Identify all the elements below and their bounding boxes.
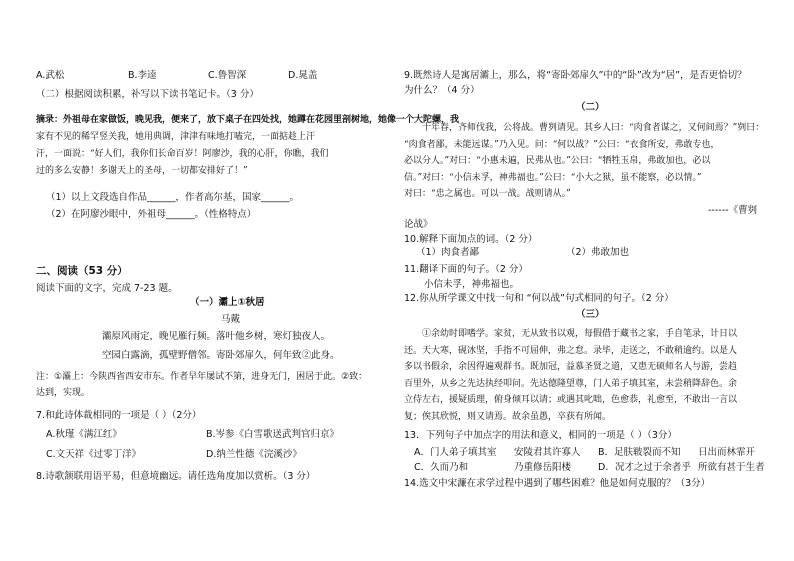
q13-options-row-2 [414,462,765,474]
option-d: D.晁盖 [288,70,318,81]
passage-2-source-cont: 论战》 [404,219,433,230]
q13-option-c: C．久而乃和 [414,462,469,473]
q7-options-row-2 [46,449,302,461]
passage-2 [404,120,764,203]
question-12: 12.你从所学课文中找一句和 “何以战”句式相同的句子。（2 分） [404,293,674,304]
q10-items [416,247,629,259]
passage-3-line: 还。天大寒，砚冰坚，手指不可屈伸，弗之怠。录毕，走送之，不敢稍逾约。以是人 [404,345,738,356]
q10-item-2: （2）弗敢加也 [566,247,630,258]
question-14: 14.选文中宋濂在求学过程中遇到了哪些困难？他是如何克服的？（3分） [404,478,711,489]
question-9-line-2: 为什么？（4 分） [404,85,480,96]
excerpt-line: 家有不见的稀罕竖关我，她用典调，津津有味地打嗑完，一面掂趁上汗 [36,132,316,142]
passage-2-line: 对曰：“忠之属也。可以一战。战则请从。” [404,189,571,199]
passage-3 [404,326,737,425]
q11-sentence: 小信未孚，神弗福也。 [424,279,520,290]
section-2-heading: （二）根据阅读积累，补写以下读书笔记卡。（3 分） [36,89,259,100]
reading-section-heading: 二、阅读（53 分） [36,265,128,277]
q13-option-d: D．况才之过于余者乎 [598,462,691,473]
reading-instructions: 阅读下面的文字，完成 7-23 题。 [36,283,178,294]
passage-3-line: 百里外，从乡之先达执经叩问。先达德隆望尊，门人弟子填其室，未尝稍降辞色。余 [404,378,738,389]
passage-3-line: ①余幼时即嗜学。家贫，无从致书以观，每假借于藏书之家，手自笔录，计日以 [422,329,738,339]
excerpt-line: 摘录：外祖母在家做饭，晚见我，便来了，放下桌子在四处找，她蹲在花园里剖树地，她像一个大陀螺，我 [36,115,460,125]
question-13: 13．下列句子中加点字的用法和意义，相同的一项是（ ）（3分） [404,430,677,441]
question-9-line-1: 9.既然诗人是寓居灞上，那么，将“寄卧郊扉久”中的“卧”改为“居”，是否更恰切？ [404,70,747,81]
poem-notes-line-2: 达到，实现。 [36,388,91,398]
question-7: 7.和此诗体裁相同的一项是（ ）（2分） [36,410,202,421]
q13-option-b-pair: 日出而林霏开 [698,447,756,458]
q13-option-a-pair: 安陵君其许寡人 [514,447,581,458]
section-3-title: （三） [576,309,605,320]
poem-title: （一）灞上①秋居 [190,297,265,308]
q7-option-b: B.岑参《白雪歌送武判官归京》 [206,429,340,440]
q13-option-d-pair: 所欲有甚于生者 [698,462,765,473]
section-2-title: （二） [576,102,605,113]
poem-line-2: 空园白露滴，孤壁野僧邻。寄卧郊扉久，何年致②此身。 [102,350,340,361]
question-10: 10.解释下面加点的词。（2 分） [404,234,538,245]
q13-options-row-1 [414,447,755,459]
passage-2-line: “肉食者鄙，未能远谋。”乃入见。问：“何以战？”公曰：“衣食所安，弗敢专也， [404,139,720,150]
option-b: B.李逵 [128,70,157,81]
option-c: C.鲁智深 [208,70,247,81]
poem-line-1: 灞原风雨定，晚见雁行频。落叶他乡树，寒灯独夜人。 [102,331,331,342]
passage-3-line: 复；俟其欣悦，则又请焉。故余虽愚，卒获有所闻。 [404,411,612,422]
passage-2-line: 信。”对曰：“小信未孚，神弗福也。”公曰：“小大之狱，虽不能察，必以情。” [404,172,702,183]
excerpt-line: 汗，一面说：“好人们，我你们长命百岁！阿廖沙，我的心肝，你瞧，我们 [36,149,329,159]
q7-options-row-1 [46,429,339,441]
passage-2-line: 必以分人。”对曰：“小惠未遍，民弗从也。”公曰：“牺牲玉帛，弗敢加也，必以 [404,156,711,166]
q7-option-a: A.秋瑾《满江红》 [46,429,122,440]
q13-option-c-pair: 乃重修岳阳楼 [514,462,572,473]
note-question-2: （2）在阿廖沙眼中，外祖母______。（性格特点） [46,209,257,220]
poem-author: 马戴 [221,314,241,325]
passage-3-line: 多以书假余，余因得遍观群书。既加冠，益慕圣贤之道，又患无硕师名人与游，尝趋 [404,362,738,372]
question-11: 11.翻译下面的句子。（2 分） [404,264,528,275]
q13-option-b: B．足肤皲裂而不知 [598,447,681,458]
q7-option-d: D.纳兰性德《浣溪沙》 [206,449,302,460]
question-8: 8.诗歌颔联用语平易，但意境幽远。请任选角度加以赏析。（3 分） [36,471,316,482]
q13-option-a: A．门人弟子填其室 [414,447,497,458]
poem-notes-line-1: 注：①灞上：今陕西省西安市东。作者早年屡试不第，进身无门，困居于此。②致： [36,372,368,382]
q7-option-c: C.文天祥《过零丁洋》 [46,449,142,460]
passage-2-source: ------《曹刿 [708,205,758,216]
excerpt-block [36,112,460,180]
note-question-1: （1）以上文段选自作品______，作者高尔基，国家______。 [46,192,300,203]
q-options-row-1 [36,70,317,82]
excerpt-line: 过的多么安静！多谢天上的圣母，一切都安排好了！” [36,166,248,176]
passage-2-line: 十年春，齐师伐我，公将战。曹刿请见。其乡人曰：“肉食者谋之，又何间焉？”刿曰： [422,123,765,133]
passage-3-line: 立侍左右，援疑质理，俯身倾耳以请；或遇其叱咄，色愈恭，礼愈至，不敢出一言以 [404,395,738,405]
q10-item-1: （1）肉食者鄙 [416,247,480,258]
option-a: A.武松 [36,70,65,81]
